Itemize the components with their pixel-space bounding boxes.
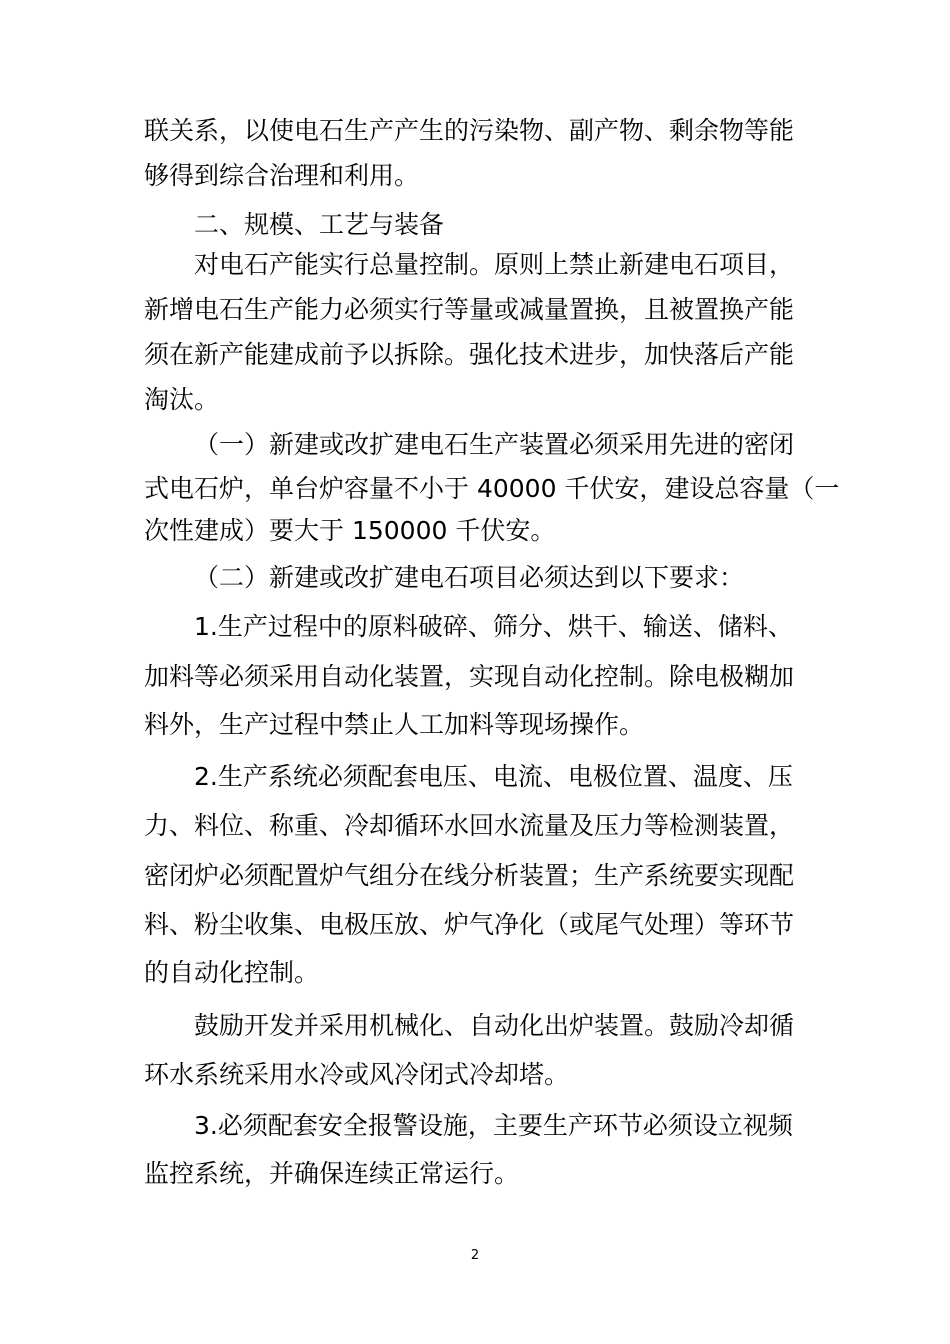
text-line: 须在新产能建成前予以拆除。强化技术进步，加快落后产能 [144, 340, 795, 369]
text-line: 加料等必须采用自动化装置，实现自动化控制。除电极糊加 [144, 662, 795, 691]
text-line: （一）新建或改扩建电石生产装置必须采用先进的密闭 [194, 430, 795, 459]
text-line: 3.必须配套安全报警设施，主要生产环节必须设立视频 [194, 1111, 793, 1140]
text-line: 淘汰。 [144, 385, 220, 414]
text-line: 力、料位、称重、冷却循环水回水流量及压力等检测装置， [144, 811, 795, 840]
page-number: 2 [470, 1248, 480, 1263]
text-line: 够得到综合治理和利用。 [144, 161, 420, 190]
text-line: 对电石产能实行总量控制。原则上禁止新建电石项目， [194, 250, 795, 279]
text-line: 的自动化控制。 [144, 958, 320, 987]
text-line: 监控系统，并确保连续正常运行。 [144, 1159, 520, 1188]
text-line: 密闭炉必须配置炉气组分在线分析装置；生产系统要实现配 [144, 861, 795, 890]
text-line: 鼓励开发并采用机械化、自动化出炉装置。鼓励冷却循 [194, 1011, 795, 1040]
section-heading: 二、规模、工艺与装备 [194, 210, 445, 239]
text-line: 料外，生产过程中禁止人工加料等现场操作。 [144, 710, 645, 739]
text-line: 2.生产系统必须配套电压、电流、电极位置、温度、压 [194, 762, 793, 791]
text-line: 1.生产过程中的原料破碎、筛分、烘干、输送、储料、 [194, 612, 793, 641]
text-line: 环水系统采用水冷或风冷闭式冷却塔。 [144, 1060, 570, 1089]
text-line: 新增电石生产能力必须实行等量或减量置换，且被置换产能 [144, 295, 795, 324]
text-line: 式电石炉，单台炉容量不小于 40000 千伏安，建设总容量（一 [144, 474, 840, 503]
text-line: （二）新建或改扩建电石项目必须达到以下要求： [194, 563, 745, 592]
text-line: 联关系，以使电石生产产生的污染物、副产物、剩余物等能 [144, 116, 795, 145]
text-line: 料、粉尘收集、电极压放、炉气净化（或尾气处理）等环节 [144, 910, 795, 939]
text-line: 次性建成）要大于 150000 千伏安。 [144, 516, 556, 545]
